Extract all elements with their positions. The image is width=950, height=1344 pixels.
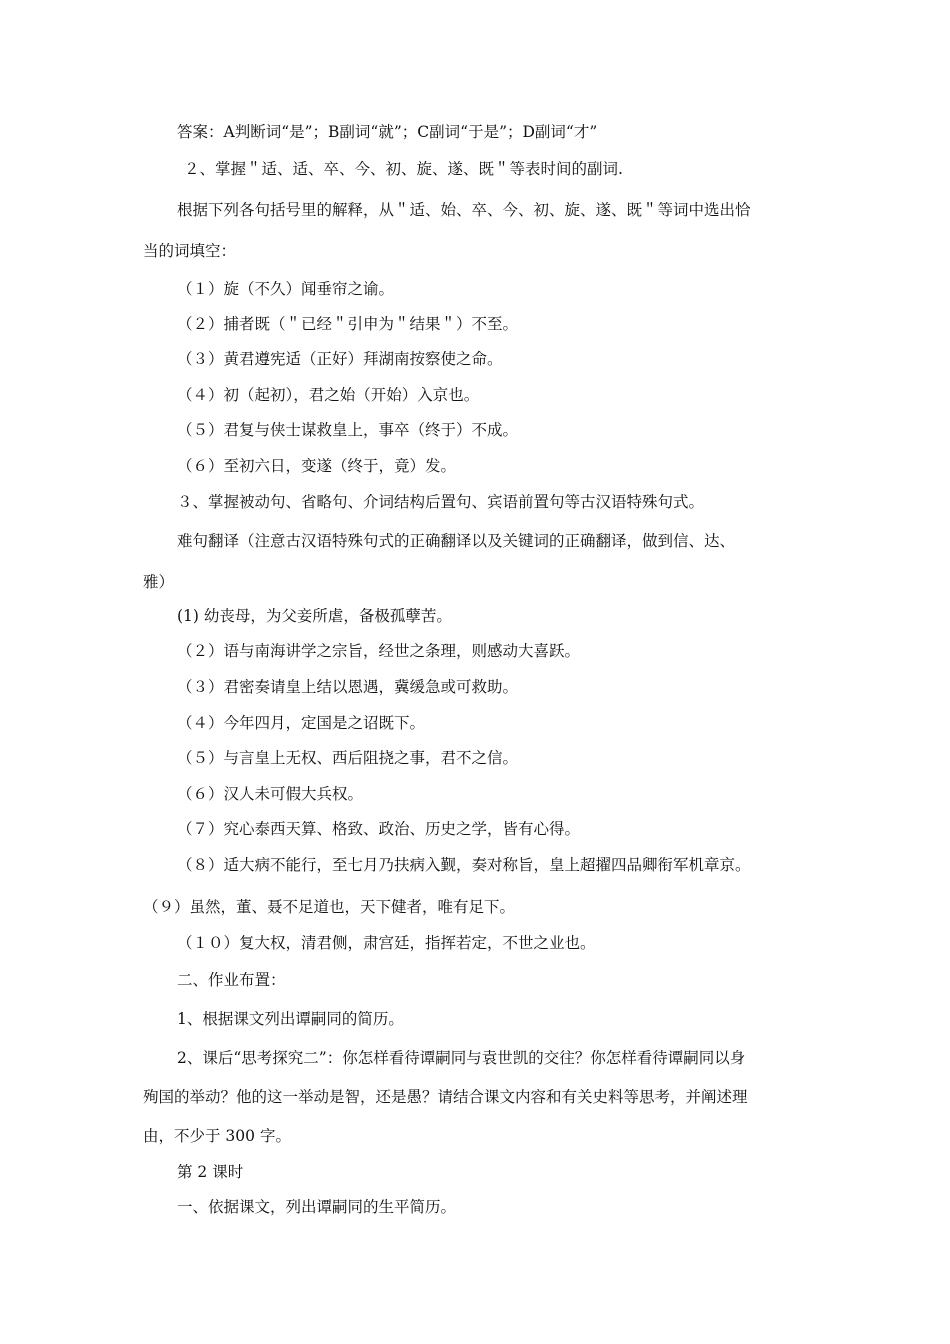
list-item: （４）初（起初），君之始（开始）入京也。 (177, 386, 480, 404)
list-item: （５）君复与侠士谋救皇上，事卒（终于）不成。 (177, 421, 519, 439)
list-item: （１）旋（不久）闻垂帘之谕。 (177, 280, 395, 298)
paragraph-line: 难句翻译（注意古汉语特殊句式的正确翻译以及关键词的正确翻译，做到信、达、 (177, 532, 736, 550)
section-heading-3: ３、掌握被动句、省略句、介词结构后置句、宾语前置句等古汉语特殊句式。 (177, 493, 705, 511)
list-item: （７）究心泰西天算、格致、政治、历史之学，皆有心得。 (177, 820, 581, 838)
list-item: (1) 幼丧母，为父妾所虐，备极孤孽苦。 (177, 607, 452, 625)
list-item: （６）汉人未可假大兵权。 (177, 785, 364, 803)
list-item: （６）至初六日，变遂（终于，竟）发。 (177, 457, 457, 475)
paragraph-line: 由，不少于 300 字。 (143, 1127, 291, 1145)
list-item: （１０）复大权，清君侧，肃宫廷，指挥若定，不世之业也。 (177, 934, 596, 952)
list-item: （９）虽然，董、聂不足道也，天下健者，唯有足下。 (143, 898, 516, 916)
paragraph-line: 殉国的举动？他的这一举动是智，还是愚？请结合课文内容和有关史料等思考，并阐述理 (143, 1088, 748, 1106)
list-item: （３）黄君遵宪适（正好）拜湖南按察使之命。 (177, 350, 503, 368)
assignment-item: 1、根据课文列出谭嗣同的简历。 (177, 1010, 404, 1028)
lesson-heading: 第 2 课时 (177, 1163, 244, 1181)
list-item: （２）语与南海讲学之宗旨，经世之条理，则感动大喜跃。 (177, 642, 581, 660)
paragraph-line: 雅） (143, 573, 175, 591)
list-item: （５）与言皇上无权、西后阻挠之事，君不之信。 (177, 749, 519, 767)
answer-line: 答案：A判断词“是”；B副词“就”；C副词“于是”；D副词“才” (177, 123, 598, 141)
paragraph-line: 当的词填空： (143, 242, 237, 260)
list-item: （８）适大病不能行，至七月乃扶病入觐，奏对称旨，皇上超擢四品卿衔军机章京。 (177, 856, 751, 874)
list-item: （４）今年四月，定国是之诏既下。 (177, 714, 426, 732)
list-item: （２）捕者既（＂已经＂引申为＂结果＂）不至。 (177, 315, 519, 333)
section-heading-2: ２、掌握＂适、适、卒、今、初、旋、遂、既＂等表时间的副词. (184, 160, 623, 178)
list-item: （３）君密奏请皇上结以恩遇，冀缓急或可救助。 (177, 678, 519, 696)
paragraph-line: 根据下列各句括号里的解释，从＂适、始、卒、今、初、旋、遂、既＂等词中选出恰 (177, 201, 751, 219)
section-heading: 一、依据课文，列出谭嗣同的生平简历。 (177, 1198, 457, 1216)
section-heading: 二、作业布置： (177, 971, 286, 989)
assignment-item: 2、课后“思考探究二”：你怎样看待谭嗣同与袁世凯的交往？你怎样看待谭嗣同以身 (177, 1049, 746, 1067)
